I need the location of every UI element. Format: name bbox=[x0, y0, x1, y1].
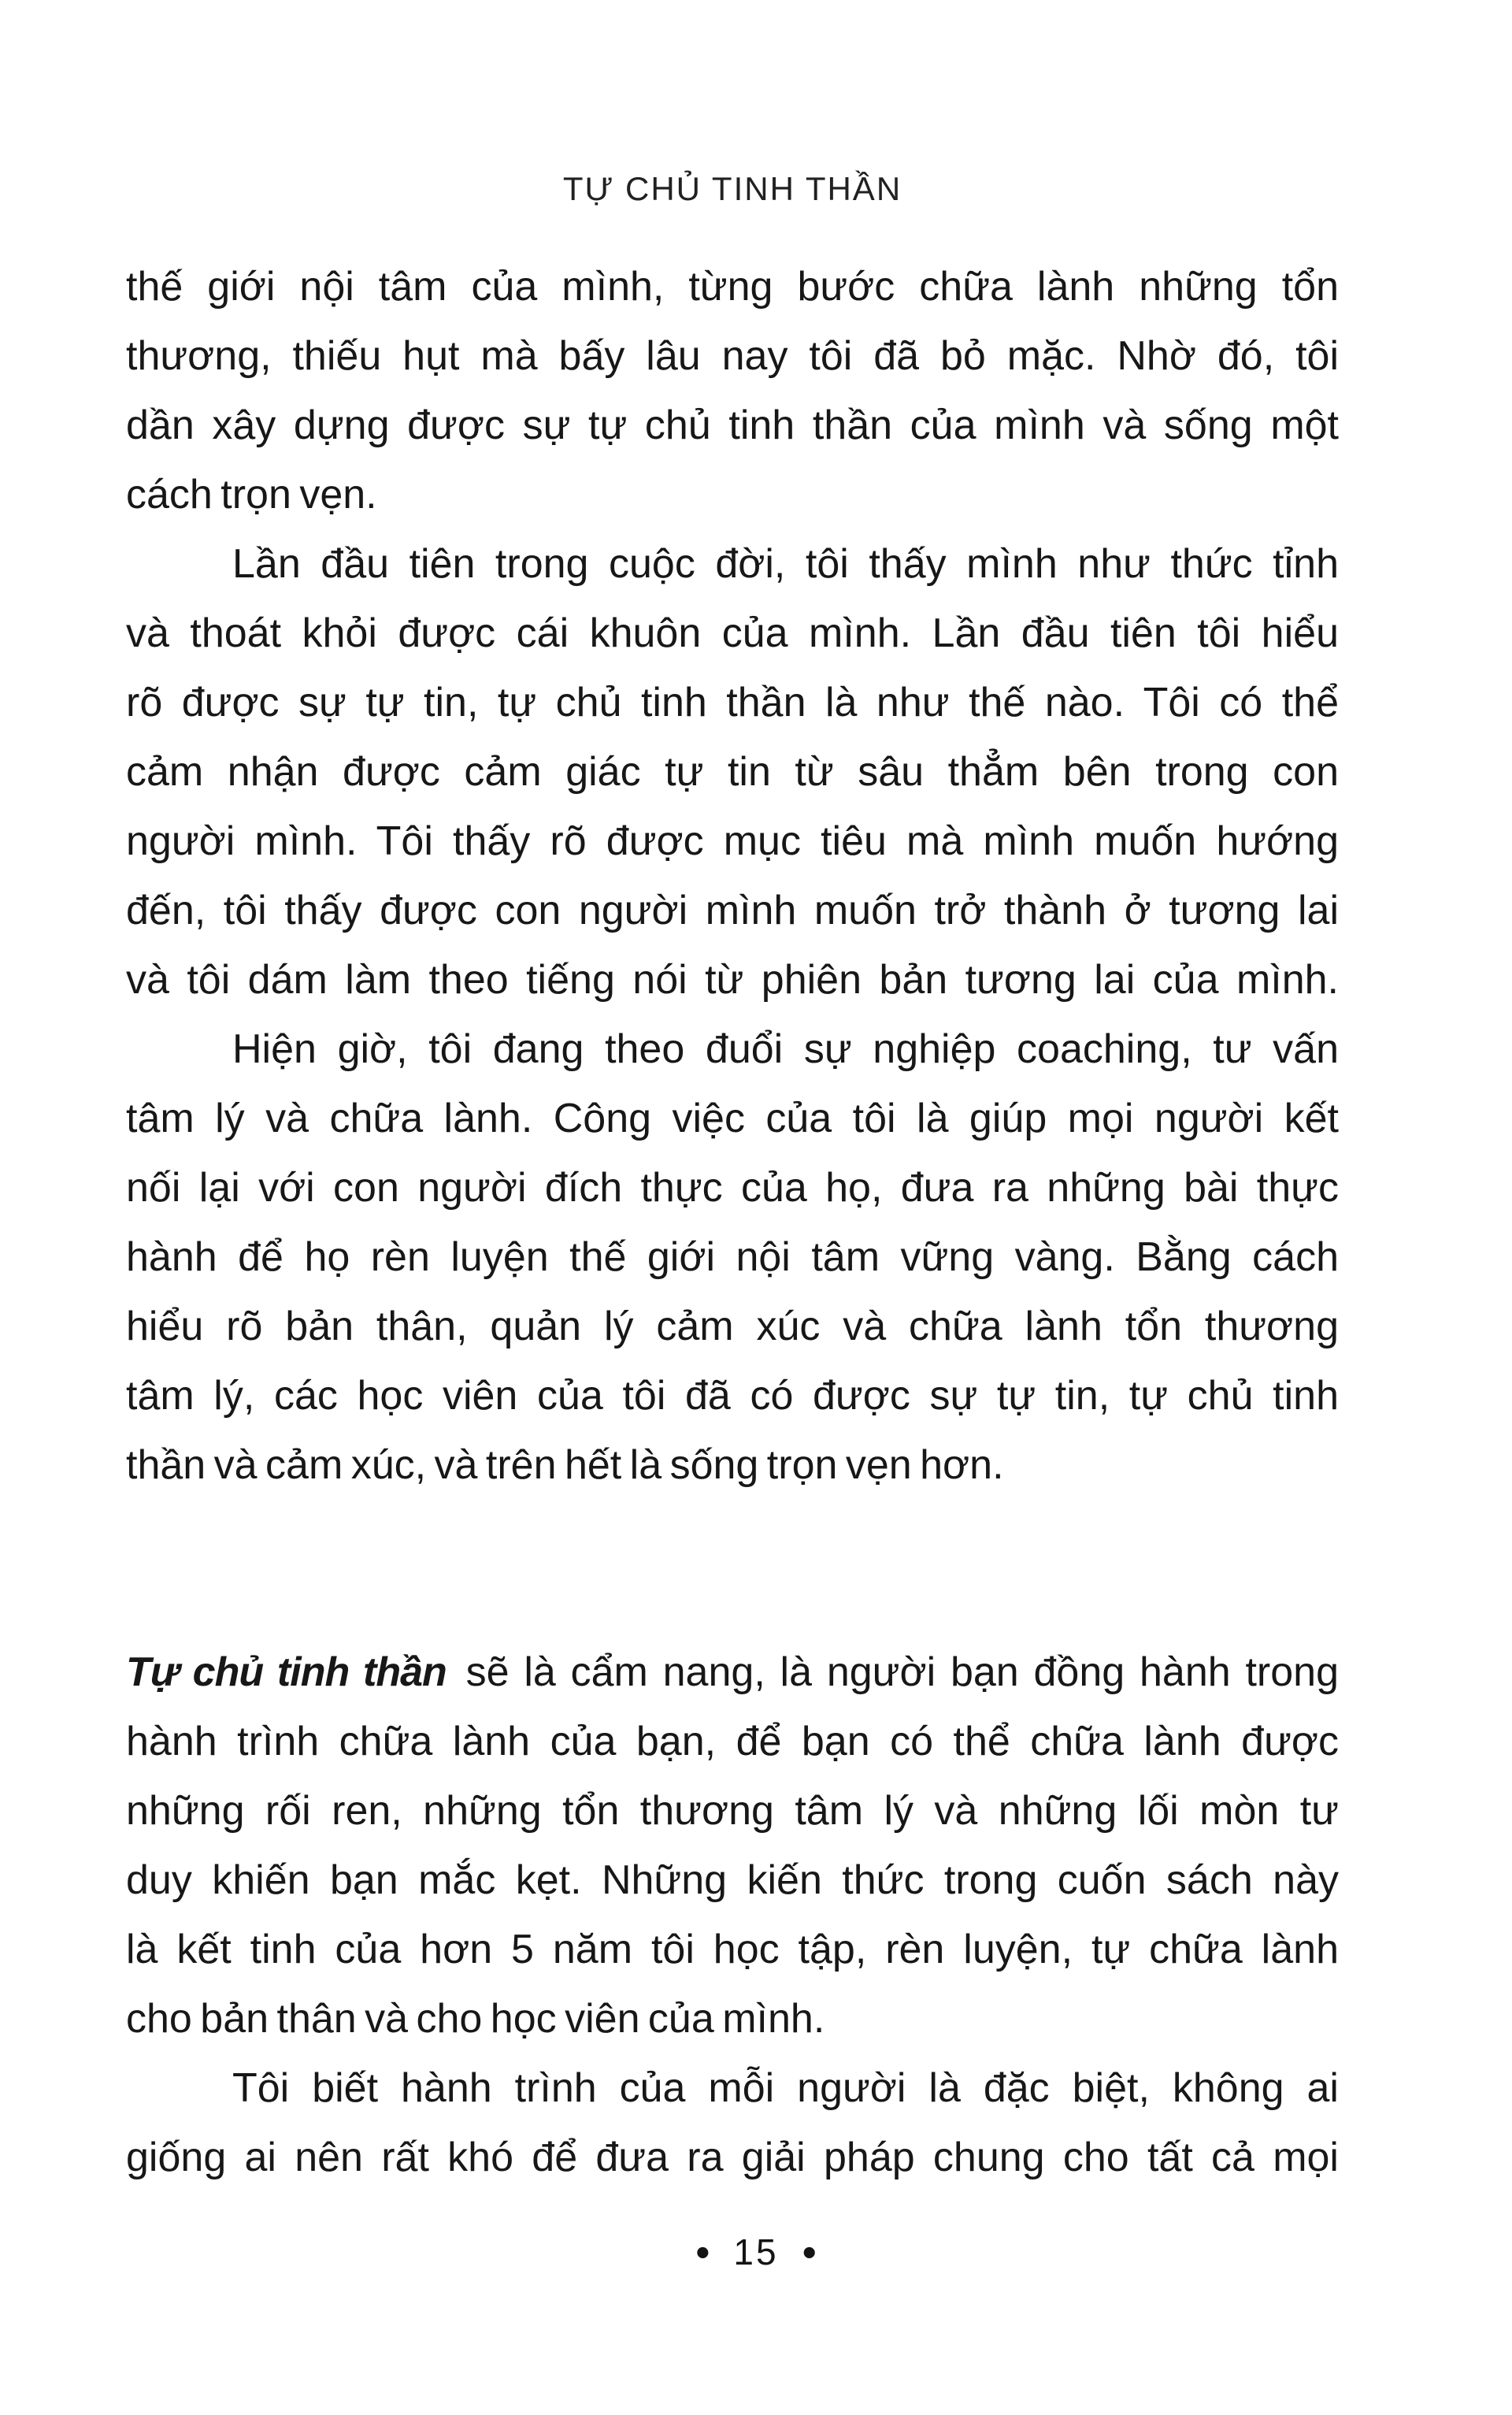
text-line: Hiện giờ, tôi đang theo đuổi sự nghiệp coaching, tư vấn bbox=[232, 1026, 1339, 1072]
text-line: cho bản thân và cho học viên của mình. bbox=[126, 1996, 825, 2042]
paragraph bbox=[126, 252, 1339, 529]
text-line: thần và cảm xúc, và trên hết là sống trọn vẹn hơn. bbox=[126, 1442, 1004, 1488]
text-line: là kết tinh của hơn 5 năm tôi học tập, rèn luyện, tự chữa lành bbox=[126, 1927, 1339, 1972]
page-content bbox=[126, 167, 1339, 2192]
text-line: những rối ren, những tổn thương tâm lý và những lối mòn tư bbox=[126, 1788, 1339, 1834]
text-line: hành để họ rèn luyện thế giới nội tâm vững vàng. Bằng cách bbox=[126, 1234, 1339, 1280]
footer-right-dot: • bbox=[802, 2230, 817, 2276]
text-line: duy khiến bạn mắc kẹt. Những kiến thức trong cuốn sách này bbox=[126, 1857, 1339, 1903]
text-line: tâm lý và chữa lành. Công việc của tôi là giúp mọi người kết bbox=[126, 1096, 1339, 1141]
page-number: 15 bbox=[733, 2231, 779, 2272]
text-line: giống ai nên rất khó để đưa ra giải pháp chung cho tất cả mọi bbox=[126, 2135, 1339, 2180]
text-line: rõ được sự tự tin, tự chủ tinh thần là như thế nào. Tôi có thể bbox=[126, 680, 1339, 725]
paragraph bbox=[126, 1638, 1339, 2053]
paragraph bbox=[126, 529, 1339, 1015]
text-line: cách trọn vẹn. bbox=[126, 472, 377, 518]
text-line: tâm lý, các học viên của tôi đã có được sự tự tin, tự chủ tinh bbox=[126, 1373, 1339, 1419]
text-line: dần xây dựng được sự tự chủ tinh thần của mình và sống một bbox=[126, 402, 1339, 448]
text-line: cảm nhận được cảm giác tự tin từ sâu thẳm bên trong con bbox=[126, 749, 1339, 795]
text-line: và tôi dám làm theo tiếng nói từ phiên bản tương lai của mình. bbox=[126, 957, 1339, 1003]
page-footer bbox=[0, 2229, 1512, 2276]
text-line: đến, tôi thấy được con người mình muốn trở thành ở tương lai bbox=[126, 888, 1339, 933]
text-line: thế giới nội tâm của mình, từng bước chữa lành những tổn bbox=[126, 264, 1339, 310]
text-line: Tự chủ tinh thần sẽ là cẩm nang, là người bạn đồng hành trong bbox=[126, 1649, 1339, 1695]
paragraph bbox=[126, 2053, 1339, 2192]
text-line: Tôi biết hành trình của mỗi người là đặc biệt, không ai bbox=[232, 2065, 1339, 2111]
running-header: TỰ CHỦ TINH THẦN bbox=[562, 170, 902, 207]
text-line: và thoát khỏi được cái khuôn của mình. Lần đầu tiên tôi hiểu bbox=[126, 610, 1339, 656]
text-line: hiểu rõ bản thân, quản lý cảm xúc và chữa lành tổn thương bbox=[126, 1304, 1339, 1349]
paragraph bbox=[126, 1015, 1339, 1500]
book-title-lead-in: Tự chủ tinh thần bbox=[126, 1649, 447, 1695]
footer-left-dot: • bbox=[695, 2230, 710, 2276]
body-text bbox=[126, 252, 1339, 2192]
text-line: thương, thiếu hụt mà bấy lâu nay tôi đã bỏ mặc. Nhờ đó, tôi bbox=[126, 333, 1339, 379]
text-line: Lần đầu tiên trong cuộc đời, tôi thấy mình như thức tỉnh bbox=[232, 541, 1339, 587]
text-line: người mình. Tôi thấy rõ được mục tiêu mà mình muốn hướng bbox=[126, 818, 1339, 864]
text-line: hành trình chữa lành của bạn, để bạn có thể chữa lành được bbox=[126, 1719, 1339, 1764]
text-line: nối lại với con người đích thực của họ, đưa ra những bài thực bbox=[126, 1165, 1339, 1211]
